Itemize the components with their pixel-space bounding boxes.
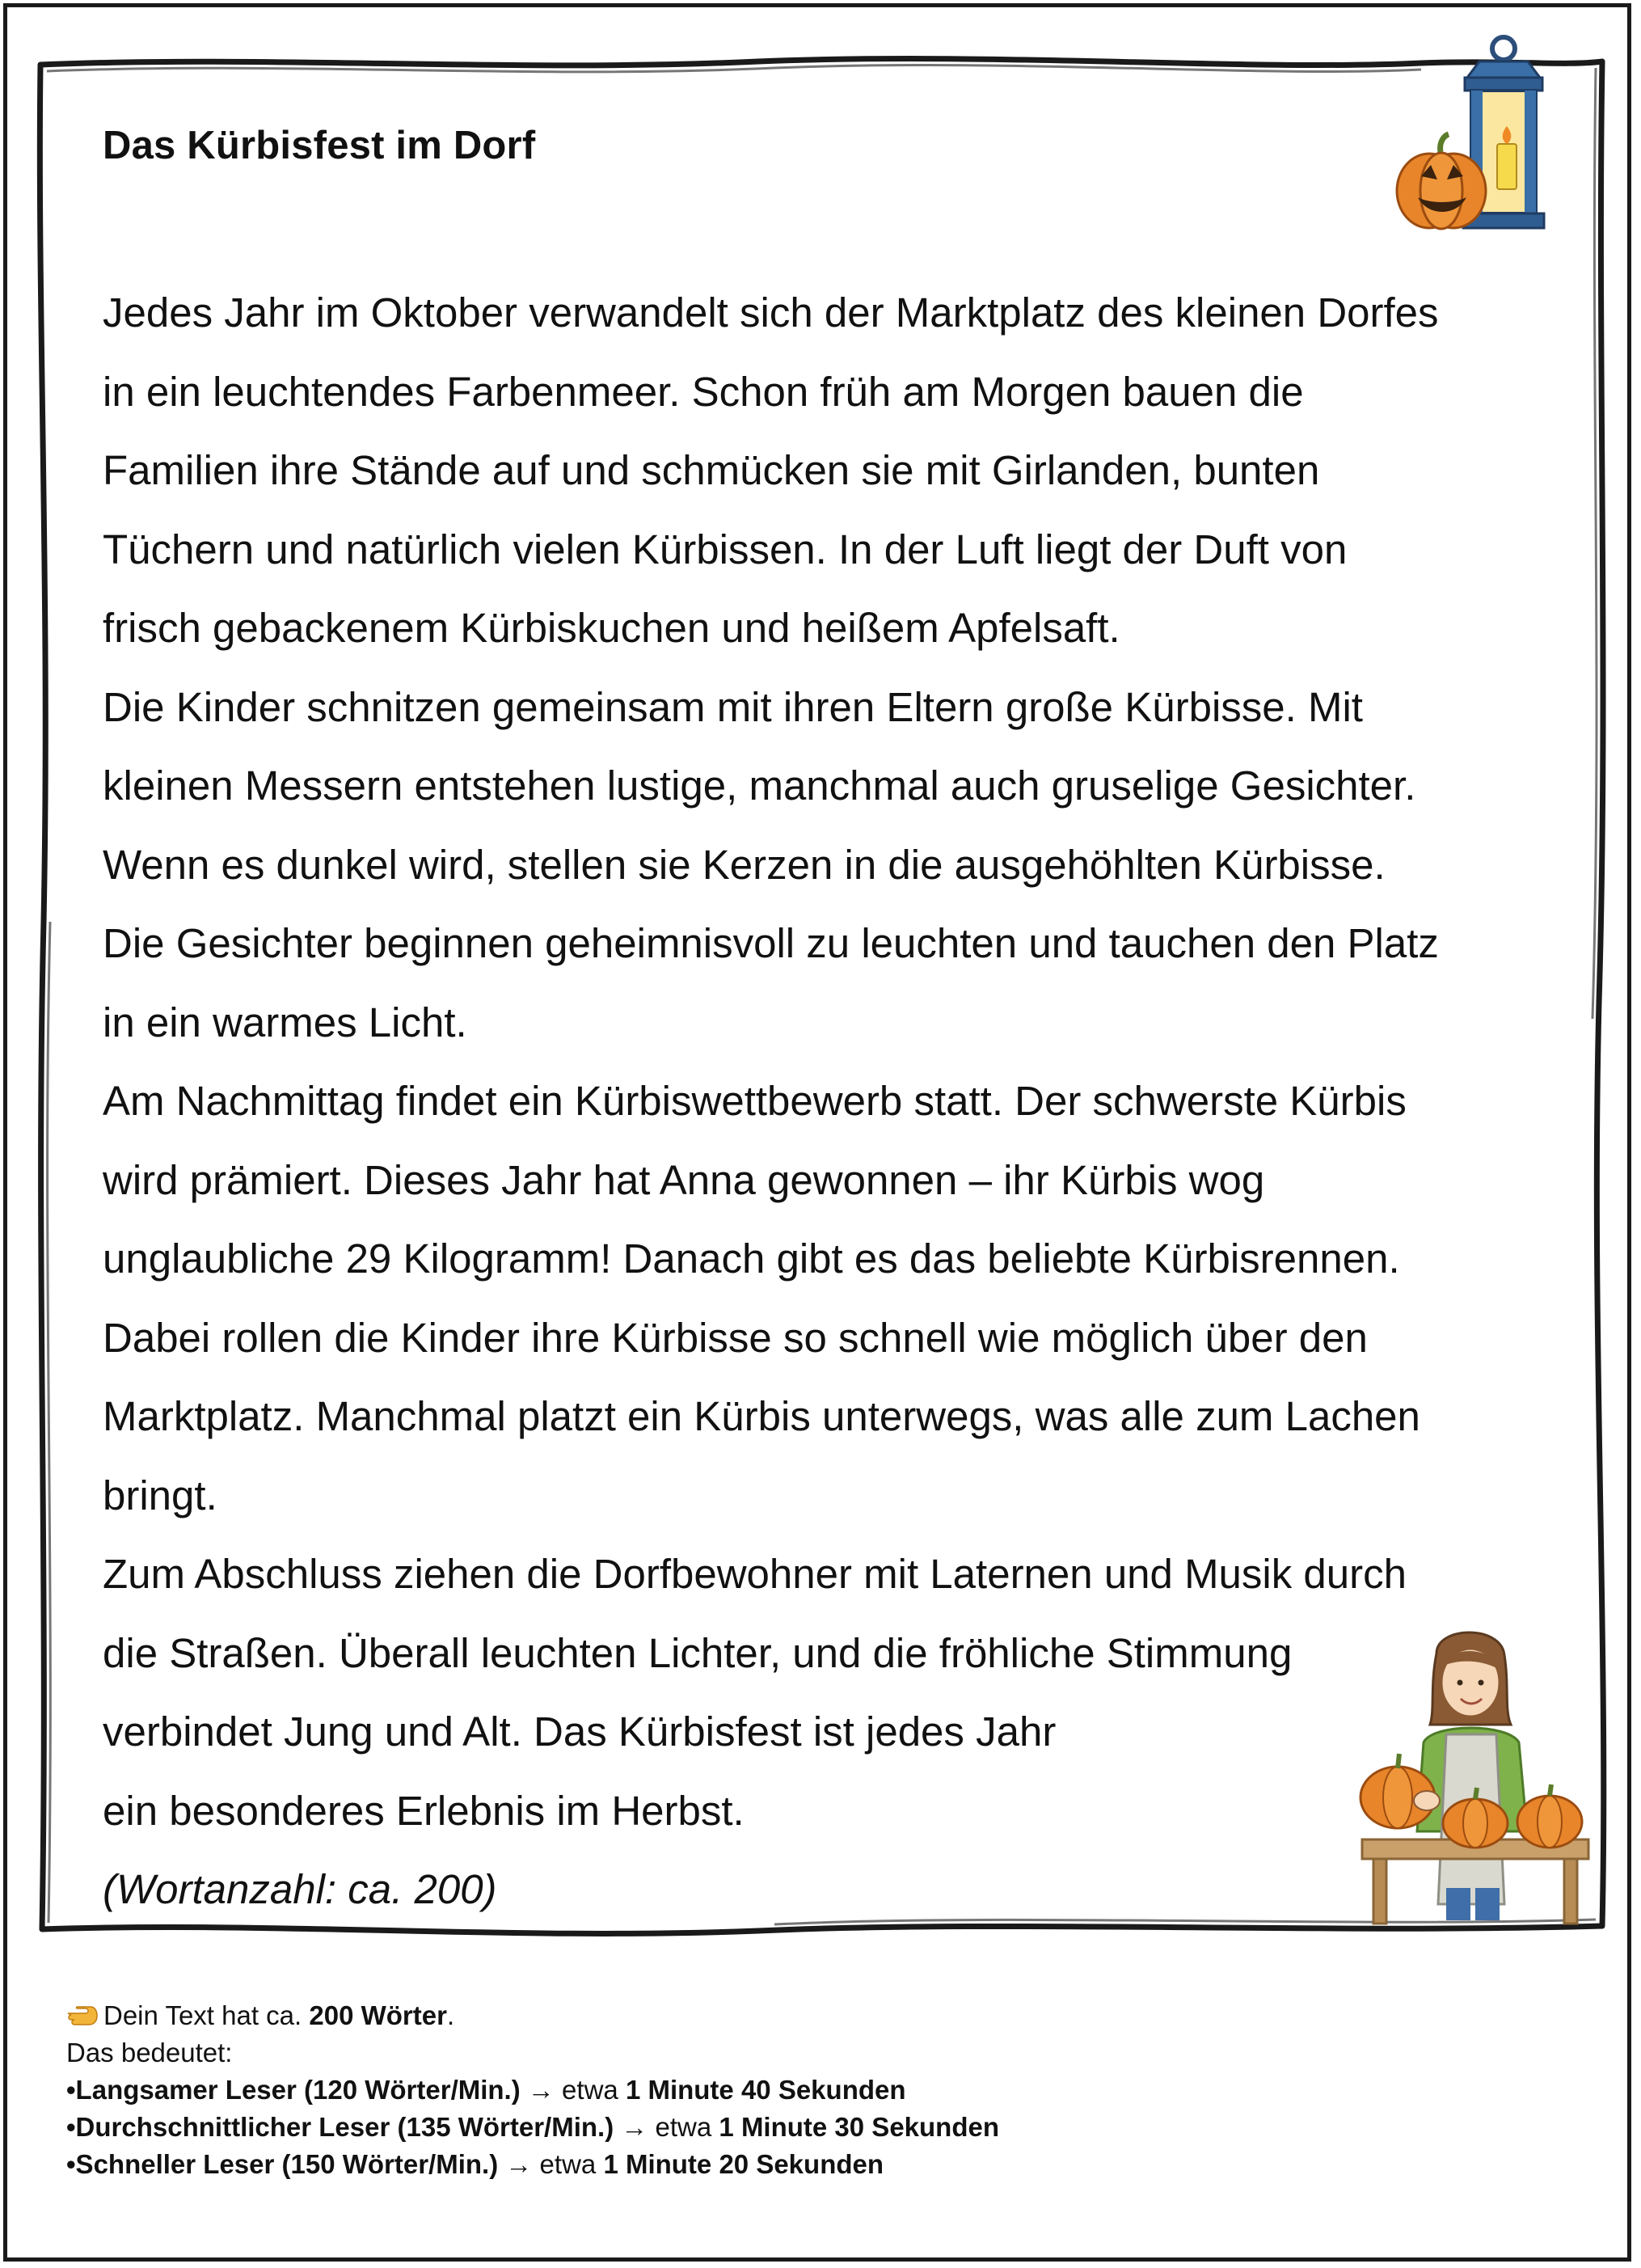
story-line: Wenn es dunkel wird, stellen sie Kerzen in die ausgehöhlten Kürbisse. bbox=[103, 841, 1386, 888]
girl-with-pumpkins-illustration bbox=[1346, 1621, 1605, 1928]
story-line: in ein leuchtendes Farbenmeer. Schon früh am Morgen bauen die bbox=[103, 368, 1304, 415]
reading-time: 1 Minute 40 Sekunden bbox=[625, 2075, 906, 2105]
story-line: Jedes Jahr im Oktober verwandelt sich der Marktplatz des kleinen Dorfes bbox=[103, 289, 1439, 336]
story-line: Die Kinder schnitzen gemeinsam mit ihren Eltern große Kürbisse. Mit bbox=[103, 683, 1363, 730]
reading-speed-row bbox=[66, 2146, 1521, 2183]
story-title: Das Kürbisfest im Dorf bbox=[103, 124, 536, 167]
story-line: ein besonderes Erlebnis im Herbst. bbox=[103, 1787, 745, 1834]
intro-period: . bbox=[446, 2000, 455, 2030]
reading-time: 1 Minute 20 Sekunden bbox=[603, 2149, 884, 2179]
pumpkin-icon bbox=[1517, 1784, 1582, 1848]
story-line: frisch gebackenem Kürbiskuchen und heißem Apfelsaft. bbox=[103, 605, 1120, 651]
pointing-hand-icon bbox=[66, 2005, 99, 2026]
reader-type: •Durchschnittlicher Leser (135 Wörter/Min.) bbox=[66, 2112, 614, 2142]
story-text bbox=[103, 273, 1542, 1929]
reader-type: •Langsamer Leser (120 Wörter/Min.) bbox=[66, 2075, 521, 2105]
story-line: Am Nachmittag findet ein Kürbiswettbewerb statt. Der schwerste Kürbis bbox=[103, 1078, 1407, 1124]
reader-type: •Schneller Leser (150 Wörter/Min.) bbox=[66, 2149, 499, 2179]
intro-word-count: 200 Wörter bbox=[309, 2000, 447, 2030]
word-count-row bbox=[66, 1997, 1521, 2034]
intro-text: Dein Text hat ca. bbox=[103, 2000, 310, 2030]
arrow-text: → etwa bbox=[614, 2112, 719, 2142]
story-line: Die Gesichter beginnen geheimnisvoll zu leuchten und tauchen den Platz bbox=[103, 920, 1439, 966]
arrow-text: → etwa bbox=[520, 2075, 626, 2105]
story-line: unglaubliche 29 Kilogramm! Danach gibt es das beliebte Kürbisrennen. bbox=[103, 1235, 1400, 1282]
story-line: Tüchern und natürlich vielen Kürbissen. In der Luft liegt der Duft von bbox=[103, 526, 1348, 572]
reading-speed-row bbox=[66, 2109, 1521, 2146]
reading-time-info bbox=[66, 1997, 1521, 2183]
story-line: bringt. bbox=[103, 1472, 217, 1518]
story-line: kleinen Messern entstehen lustige, manchmal auch gruselige Gesichter. bbox=[103, 762, 1416, 809]
arrow-text: → etwa bbox=[498, 2149, 604, 2179]
story-line: Marktplatz. Manchmal platzt ein Kürbis unterwegs, was alle zum Lachen bbox=[103, 1393, 1420, 1439]
meaning-label: Das bedeutet: bbox=[66, 2038, 233, 2067]
word-count-note: (Wortanzahl: ca. 200) bbox=[103, 1866, 497, 1912]
reading-time: 1 Minute 30 Sekunden bbox=[719, 2112, 1000, 2142]
story-line: Dabei rollen die Kinder ihre Kürbisse so schnell wie möglich über den bbox=[103, 1314, 1368, 1361]
story-line: wird prämiert. Dieses Jahr hat Anna gewonnen – ihr Kürbis wog bbox=[103, 1156, 1265, 1203]
reading-speed-row bbox=[66, 2072, 1521, 2109]
lantern-pumpkin-illustration bbox=[1390, 31, 1568, 247]
story-line: in ein warmes Licht. bbox=[103, 999, 467, 1045]
story-line: verbindet Jung und Alt. Das Kürbisfest ist jedes Jahr bbox=[103, 1708, 1057, 1755]
story-line: Familien ihre Stände auf und schmücken sie mit Girlanden, bunten bbox=[103, 447, 1320, 493]
story-line: die Straßen. Überall leuchten Lichter, und die fröhliche Stimmung bbox=[103, 1629, 1293, 1676]
story-line: Zum Abschluss ziehen die Dorfbewohner mit Laternen und Musik durch bbox=[103, 1551, 1407, 1597]
